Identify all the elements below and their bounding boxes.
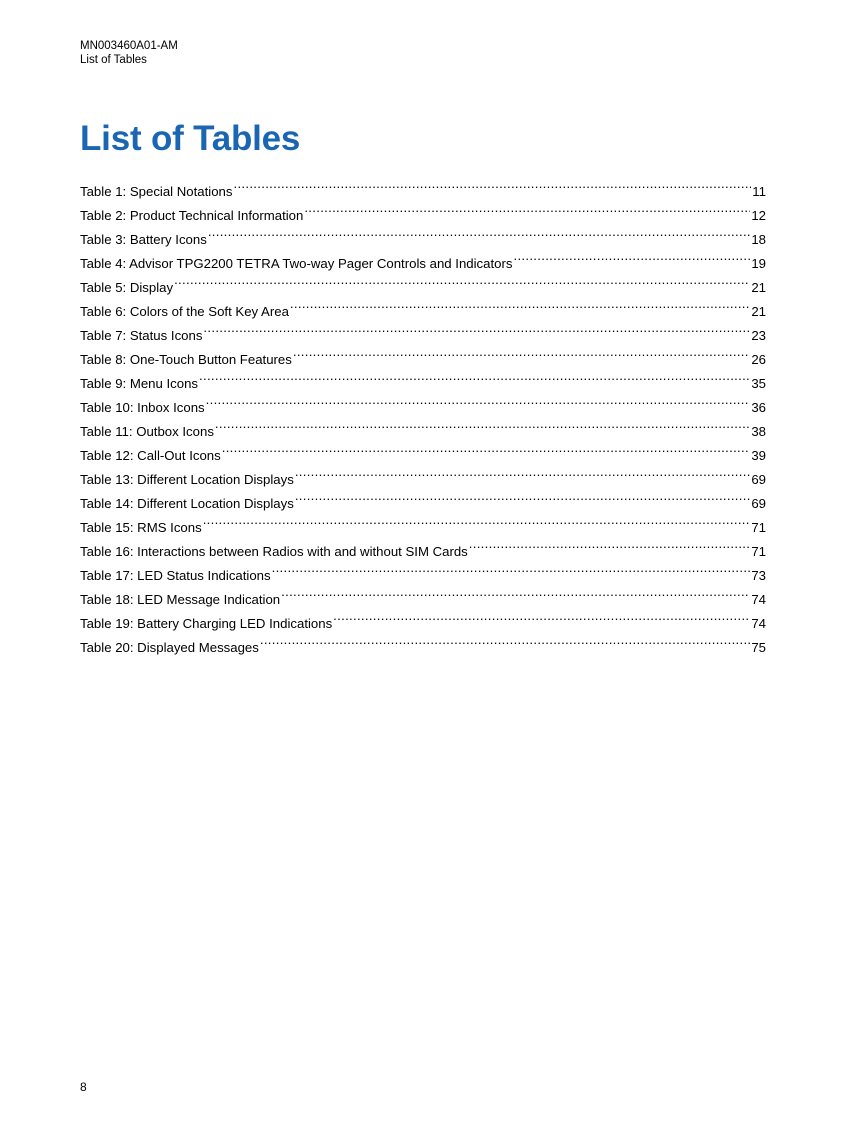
toc-entry[interactable]	[80, 172, 766, 199]
toc-entry-title: Table 1: Special Notations	[80, 184, 233, 199]
toc-entry-page: 18	[751, 232, 766, 247]
dot-leader	[295, 484, 751, 508]
toc-entry-title: Table 16: Interactions between Radios with and without SIM Cards	[80, 544, 468, 559]
toc-entry-title: Table 18: LED Message Indication	[80, 592, 281, 607]
toc-entry-title: Table 5: Display	[80, 280, 174, 295]
toc-entry-title: Table 14: Different Location Displays	[80, 496, 294, 511]
toc-entry-page: 69	[751, 472, 766, 487]
toc-entry-page: 19	[751, 256, 766, 271]
dot-leader	[215, 412, 750, 436]
dot-leader	[174, 268, 750, 292]
dot-leader	[290, 292, 750, 316]
dot-leader	[203, 508, 751, 532]
toc-entry-title: Table 11: Outbox Icons	[80, 424, 214, 439]
running-header	[80, 39, 178, 67]
toc-entry-page: 39	[751, 448, 766, 463]
toc-entry-title: Table 10: Inbox Icons	[80, 400, 205, 415]
dot-leader	[233, 172, 751, 196]
toc-entry-title: Table 3: Battery Icons	[80, 232, 207, 247]
toc-entry-page: 11	[752, 184, 766, 199]
toc-entry-page: 26	[751, 352, 766, 367]
toc-entry-title: Table 6: Colors of the Soft Key Area	[80, 304, 289, 319]
toc-entry-title: Table 7: Status Icons	[80, 328, 203, 343]
dot-leader	[295, 460, 751, 484]
dot-leader	[333, 604, 750, 628]
dot-leader	[469, 532, 751, 556]
toc-entry-page: 23	[751, 328, 766, 343]
toc-entry-page: 75	[751, 640, 766, 655]
document-id: MN003460A01-AM	[80, 40, 178, 52]
dot-leader	[293, 340, 750, 364]
toc-entry-page: 21	[751, 280, 766, 295]
toc-entry-title: Table 19: Battery Charging LED Indications	[80, 616, 333, 631]
dot-leader	[260, 628, 750, 652]
toc-entry-page: 69	[751, 496, 766, 511]
dot-leader	[208, 220, 751, 244]
toc-entry-page: 71	[751, 520, 766, 535]
section-name: List of Tables	[80, 54, 147, 66]
toc-entry-page: 74	[751, 592, 766, 607]
toc-entry-page: 36	[751, 400, 766, 415]
dot-leader	[203, 316, 750, 340]
dot-leader	[513, 244, 750, 268]
toc-entry-page: 73	[751, 568, 766, 583]
page-title: List of Tables	[80, 119, 301, 158]
toc-entry-page: 35	[751, 376, 766, 391]
table-of-tables-list	[80, 172, 766, 655]
dot-leader	[304, 196, 750, 220]
toc-entry-title: Table 17: LED Status Indications	[80, 568, 271, 583]
dot-leader	[222, 436, 751, 460]
toc-entry-title: Table 8: One-Touch Button Features	[80, 352, 292, 367]
dot-leader	[281, 580, 750, 604]
dot-leader	[206, 388, 751, 412]
page-number: 8	[80, 1080, 87, 1094]
dot-leader	[272, 556, 751, 580]
toc-entry-title: Table 13: Different Location Displays	[80, 472, 294, 487]
toc-entry-title: Table 20: Displayed Messages	[80, 640, 259, 655]
toc-entry-title: Table 9: Menu Icons	[80, 376, 199, 391]
dot-leader	[199, 364, 750, 388]
toc-entry[interactable]	[80, 268, 766, 295]
toc-entry-title: Table 4: Advisor TPG2200 TETRA Two-way Pager Controls and Indicators	[80, 256, 513, 271]
toc-entry-title: Table 2: Product Technical Information	[80, 208, 304, 223]
toc-entry-page: 12	[751, 208, 766, 223]
toc-entry-title: Table 12: Call-Out Icons	[80, 448, 221, 463]
toc-entry-page: 74	[751, 616, 766, 631]
toc-entry-page: 71	[751, 544, 766, 559]
toc-entry-page: 21	[751, 304, 766, 319]
toc-entry[interactable]	[80, 292, 766, 319]
toc-entry-page: 38	[751, 424, 766, 439]
toc-entry-title: Table 15: RMS Icons	[80, 520, 202, 535]
